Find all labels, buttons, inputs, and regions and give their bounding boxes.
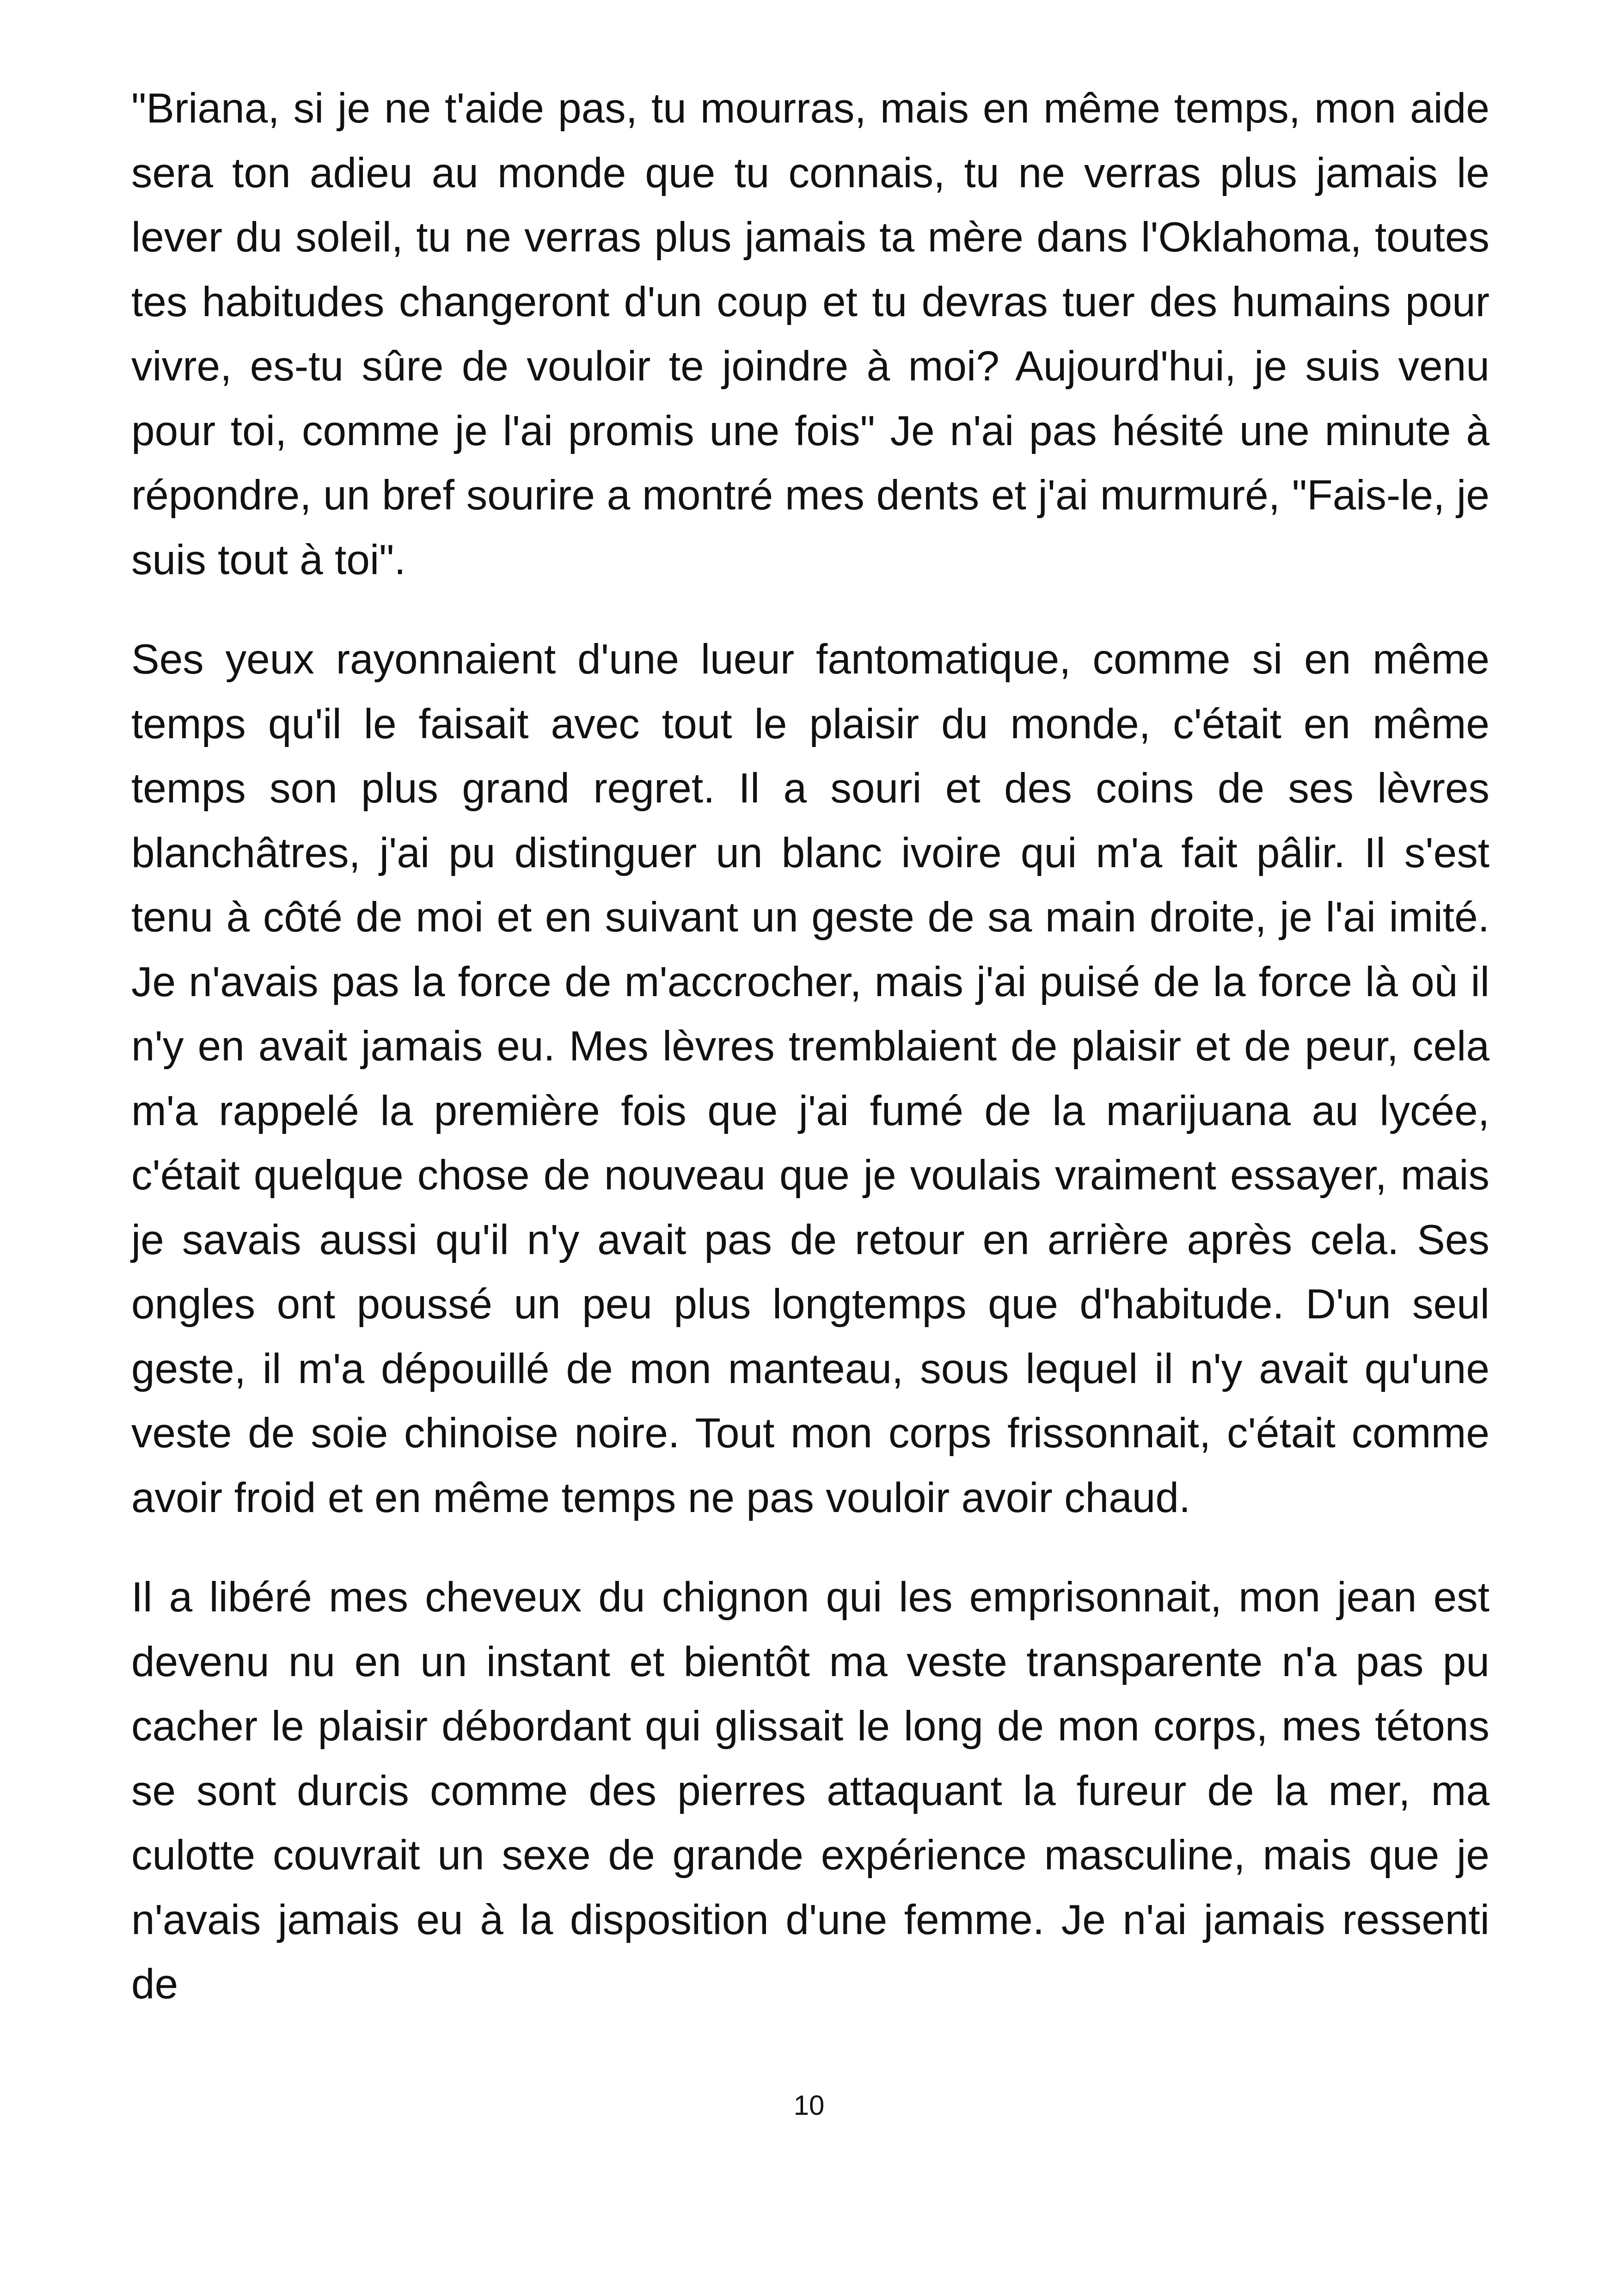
body-text (131, 76, 1489, 2052)
page-number: 10 (793, 2090, 825, 2121)
paragraph-2: Ses yeux rayonnaient d'une lueur fantomatique, comme si en même temps qu'il le faisait avec tout le plaisir du monde, c'était en même temps son plus grand regret. Il a souri et des coins de ses lèvres blanchâtres, j'ai pu distinguer un blanc ivoire qui m'a fait pâlir. Il s'est tenu à côté de moi et en suivant un geste de sa main droite, je l'ai imité. Je n'avais pas la force de m'accrocher, mais j'ai puisé de la force là où il n'y en avait jamais eu. Mes lèvres tremblaient de plaisir et de peur, cela m'a rappelé la première fois que j'ai fumé de la marijuana au lycée, c'était quelque chose de nouveau que je voulais vraiment essayer, mais je savais aussi qu'il n'y avait pas de retour en arrière après cela. Ses ongles ont poussé un peu plus longtemps que d'habitude. D'un seul geste, il m'a dépouillé de mon manteau, sous lequel il n'y avait qu'une veste de soie chinoise noire. Tout mon corps frissonnait, c'était comme avoir froid et en même temps ne pas vouloir avoir chaud. (131, 636, 1489, 1521)
paragraph-1: "Briana, si je ne t'aide pas, tu mourras, mais en même temps, mon aide sera ton adieu au monde que tu connais, tu ne verras plus jamais le lever du soleil, tu ne verras plus jamais ta mère dans l'Oklahoma, toutes tes habitudes changeront d'un coup et tu devras tuer des humains pour vivre, es-tu sûre de vouloir te joindre à moi? Aujourd'hui, je suis venu pour toi, comme je l'ai promis une fois" Je n'ai pas hésité une minute à répondre, un bref sourire a montré mes dents et j'ai murmuré, "Fais-le, je suis tout à toi". (131, 85, 1489, 583)
paragraph-3: Il a libéré mes cheveux du chignon qui les emprisonnait, mon jean est devenu nu en un instant et bientôt ma veste transparente n'a pas pu cacher le plaisir débordant qui glissait le long de mon corps, mes tétons se sont durcis comme des pierres attaquant la fureur de la mer, ma culotte couvrait un sexe de grande expérience masculine, mais que je n'avais jamais eu à la disposition d'une femme. Je n'ai jamais ressenti de (131, 1574, 1489, 2008)
